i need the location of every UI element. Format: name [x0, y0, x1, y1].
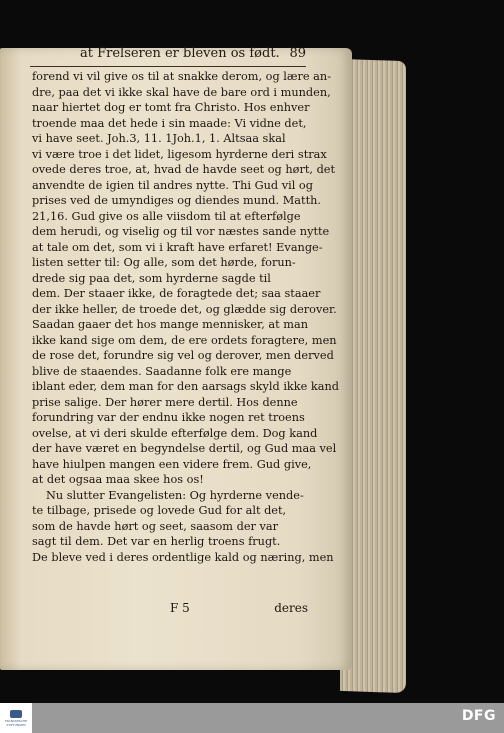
text-line: iblant eder, dem man for den aarsags skyld ikke kand	[32, 380, 339, 393]
text-line: naar hiertet dog er tomt fra Christo. Hos enhver	[32, 101, 310, 114]
text-line: anvendte de igien til andres nytte. Thi Gud vil og	[32, 178, 313, 192]
running-title: at Frelseren er bleven os født.	[80, 46, 280, 61]
text-line: 21,16. Gud give os alle viisdom til at efterfølge	[32, 209, 301, 223]
text-line: forend vi vil give os til at snakke derom, og lære an-	[32, 70, 332, 83]
text-line: der have været en begyndelse dertil, og Gud maa vel	[32, 442, 337, 455]
text-line: at tale om det, som vi i kraft have erfaret! Evange-	[32, 240, 323, 254]
catchword: deres	[274, 601, 308, 615]
text-line: prise salige. Der hører mere dertil. Hos denne	[32, 395, 298, 409]
text-line: som de havde hørt og seet, saasom der var	[32, 519, 279, 533]
page-footer	[32, 601, 308, 617]
logo-icon	[10, 710, 22, 718]
text-line: troende maa det hede i sin maade: Vi vidne det,	[32, 116, 307, 130]
page-number: 89	[289, 46, 306, 61]
text-line: De bleve ved i deres ordentlige kald og næring, men	[32, 550, 334, 564]
text-line: Nu slutter Evangelisten: Og hyrderne vende-	[46, 488, 304, 502]
text-line: vi have seet. Joh.3, 11. 1Joh.1, 1. Altsaa skal	[32, 132, 286, 145]
text-line: dem herudi, og viselig og til vor næstes sande nytte	[32, 225, 330, 238]
text-line: Saadan gaaer det hos mange mennisker, at man	[32, 318, 308, 331]
viewer-bottom-bar	[0, 703, 504, 733]
text-line: forundring var der endnu ikke nogen ret troens	[32, 411, 305, 424]
text-line: dre, paa det vi ikke skal have de bare ord i munden,	[32, 85, 331, 99]
signature-mark: F 5	[170, 601, 190, 615]
text-line: blive de staaendes. Saadanne folk ere mange	[32, 364, 292, 378]
text-line: prises ved de umyndiges og diendes mund. Matth.	[32, 194, 321, 207]
text-line: sagt til dem. Det var en herlig troens frugt.	[32, 535, 281, 548]
text-line: have hiulpen mangen een videre frem. Gud give,	[32, 457, 312, 471]
text-line: ovelse, at vi deri skulde efterfølge dem. Dog kand	[32, 426, 318, 440]
text-line: de rose det, forundre sig vel og derover, men derved	[32, 349, 334, 362]
text-line: dem. Der staaer ikke, de foragtede det; saa staaer	[32, 287, 321, 300]
text-line: at det ogsaa maa skee hos os!	[32, 473, 204, 486]
text-line: ovede deres troe, at, hvad de havde seet og hørt, det	[32, 163, 336, 176]
text-line: drede sig paa det, som hyrderne sagde til	[32, 271, 271, 285]
text-line: listen setter til: Og alle, som det hørde, forun-	[32, 256, 296, 269]
page-header	[30, 46, 306, 67]
text-line: vi være troe i det lidet, ligesom hyrderne deri strax	[32, 147, 327, 161]
body-text	[32, 69, 339, 565]
logo-text: FRANCKESCHE STIFTUNGEN	[4, 718, 28, 727]
dfg-logo[interactable]: DFG	[461, 708, 496, 724]
text-line: ikke kand sige om dem, de ere ordets foragtere, men	[32, 333, 337, 347]
text-line: der ikke heller, de troede det, og glædde sig derover.	[32, 302, 337, 316]
franckesche-stiftungen-logo[interactable]	[0, 703, 32, 733]
text-line: te tilbage, prisede og lovede Gud for alt det,	[32, 504, 287, 517]
